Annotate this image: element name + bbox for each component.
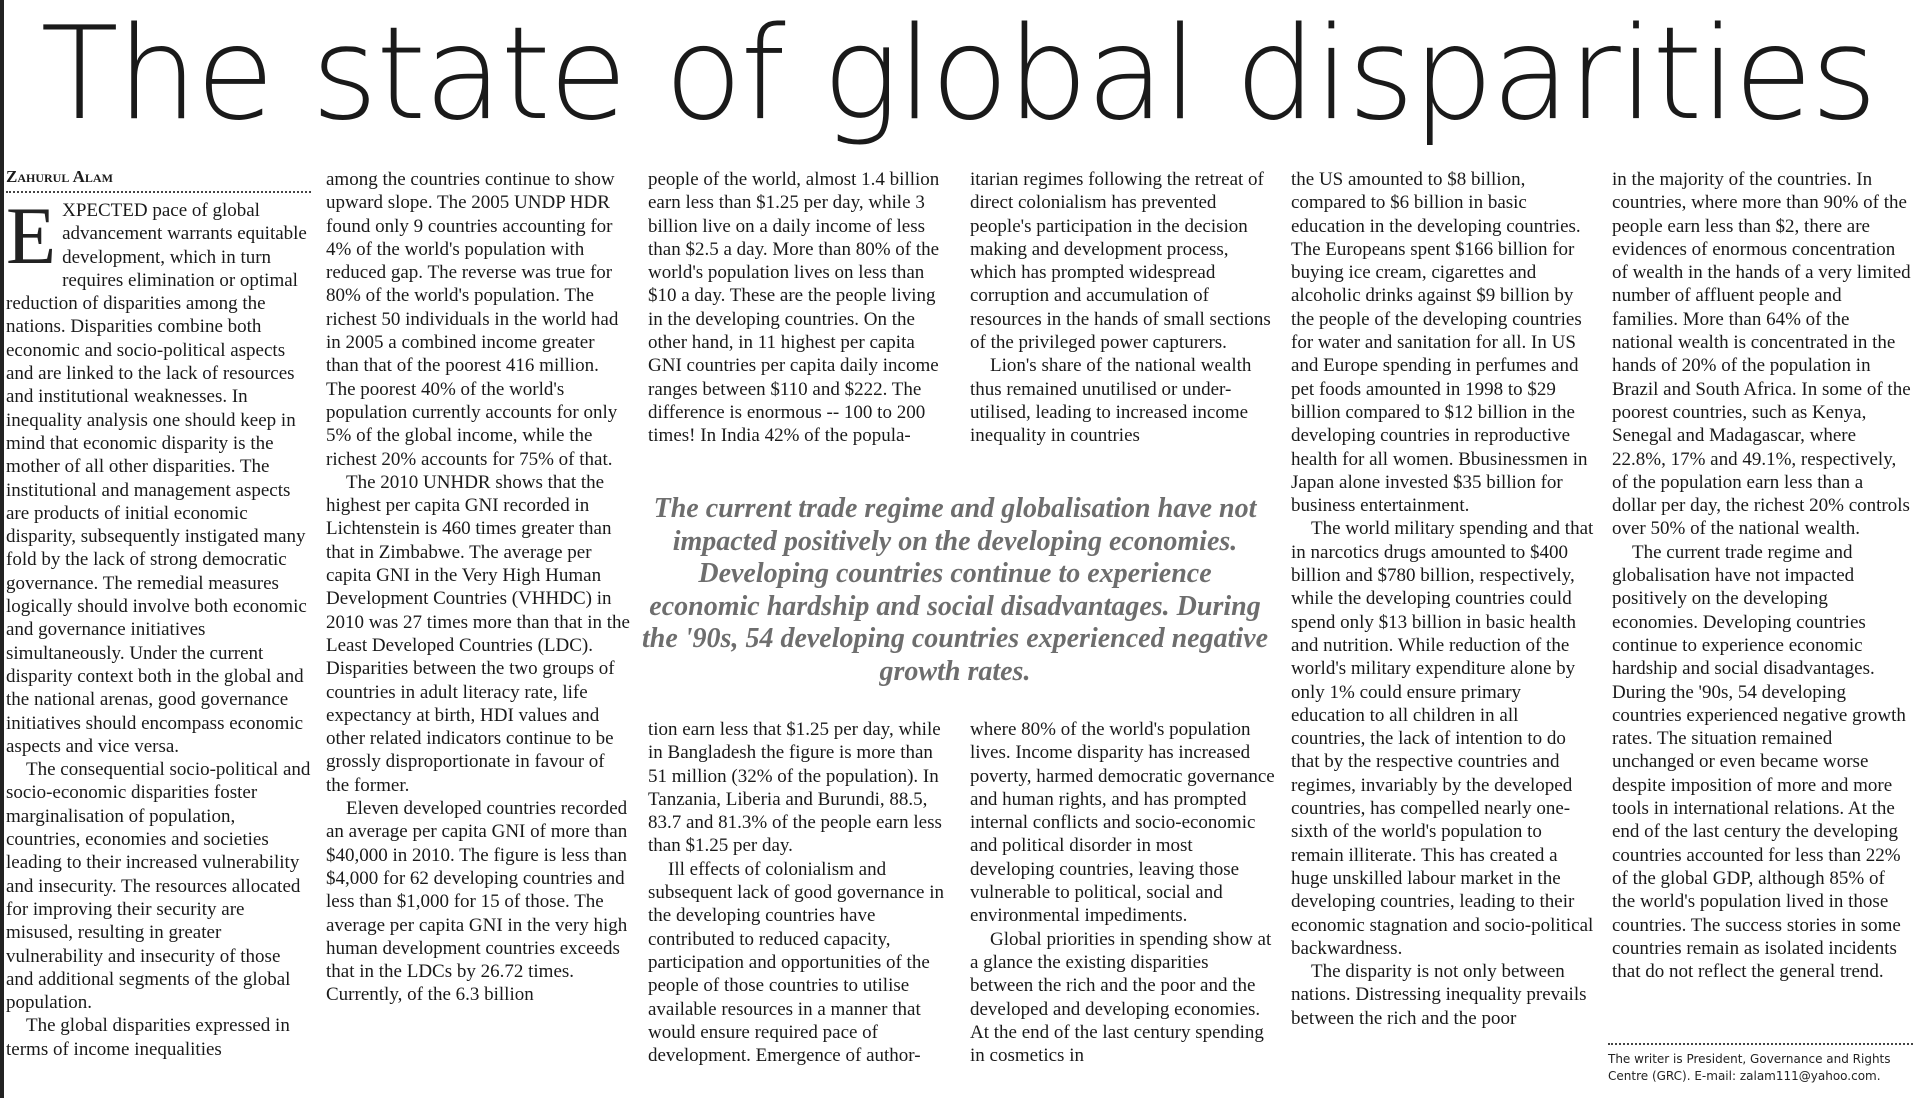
article-column-3-bottom bbox=[648, 718, 953, 1067]
paragraph: The world military spending and that in narcotics drugs amounted to $400 billion and $780 billion, respectively, while the developing countries could spend only $13 billion in basic health and nutrition. While reduction of the world's military expenditure alone by only 1% could ensure primary education to all children in all countries, the lack of intention to do that by the respective countries and regimes, invariably by the developed countries, has compelled nearly one-sixth of the world's population to remain illiterate. This has created a huge unskilled labour market in the developing countries, leading to their economic stagnation and socio-political backwardness. bbox=[1291, 518, 1594, 959]
paragraph bbox=[6, 190, 311, 758]
paragraph: where 80% of the world's population lives. Income disparity has increased poverty, harmed democratic governance and human rights, and has prompted internal conflicts and socio-economic and political disorder in most developing countries, leaving those vulnerable to political, social and environmental impediments. bbox=[970, 719, 1275, 927]
paragraph: tion earn less that $1.25 per day, while in Bangladesh the figure is more than 51 million (32% of the population). In Tanzania, Liberia and Burundi, 88.5, 83.7 and 81.3% of the people earn less than $1.25 per day. bbox=[648, 719, 942, 857]
drop-cap: E bbox=[6, 190, 57, 281]
paragraph: The 2010 UNHDR shows that the highest per capita GNI recorded in Lichtenstein is 460 times greater than that in Zimbabwe. The average per capita GNI in the Very High Human Development Countries (VHHDC) in 2010 was 27 times more than that in the Least Developed Countries (LDC). Disparities between the two groups of countries in adult literacy rate, life expectancy at birth, HDI values and other related indicators continue to be grossly disproportionate in favour of the former. bbox=[326, 471, 630, 796]
article-column-6 bbox=[1612, 168, 1912, 983]
paragraph: among the countries continue to show upward slope. The 2005 UNDP HDR found only 9 countries accounting for 4% of the world's population with reduced gap. The reverse was true for 80% of the world's population. The richest 50 individuals in the world had in 2005 a combined income greater than that of the poorest 416 million. The poorest 40% of the world's population currently accounts for only 5% of the global income, while the richest 20% accounts for 75% of that. bbox=[326, 169, 619, 470]
author-footnote: The writer is President, Governance and Rights Centre (GRC). E-mail: zalam111@yahoo.com. bbox=[1608, 1043, 1913, 1085]
paragraph: itarian regimes following the retreat of direct colonialism has prevented people's participation in the decision making and development process, which has prompted widespread corruption and accumulation of resources in the hands of small sections of the privileged power capturers. bbox=[970, 169, 1271, 354]
paragraph: Ill effects of colonialism and subsequent lack of good governance in the developing countries have contributed to reduced capacity, participation and opportunities of the people of those countries to utilise available resources in a manner that would ensure required pace of development. Emergence of author- bbox=[648, 858, 944, 1067]
pull-quote: The current trade regime and globalisation have not impacted positively on the developing economies. Developing countries continue to experience economic hardship and social disadvantages. During the '90s, 54 developing countries experienced negative growth rates. bbox=[641, 493, 1269, 687]
paragraph: The consequential socio-political and socio-economic disparities foster marginalisation of population, countries, economies and societies leading to their increased vulnerability and insecurity. The resources allocated for improving their security are misused, resulting in greater vulnerability and insecurity of those and additional segments of the global population. bbox=[6, 759, 311, 1014]
paragraph: the US amounted to $8 billion, compared to $6 billion in basic education in the developing countries. The Europeans spent $166 billion for buying ice cream, cigarettes and alcoholic drinks against $9 billion by the people of the developing countries for water and sanitation for all. In US and Europe spending in perfumes and pet foods amounted in 1998 to $29 billion compared to $12 billion in the developing countries in reproductive health for all women. Bbusinessmen in Japan alone invested $35 billion for business entertainment. bbox=[1291, 169, 1588, 517]
headline: The state of global disparities bbox=[40, 0, 1876, 149]
paragraph: people of the world, almost 1.4 billion earn less than $1.25 per day, while 3 billion live on a daily income of less than $2.5 a day. More than 80% of the world's population lives on less than $10 a day. These are the people living in the developing countries. On the other hand, in 11 highest per capita GNI countries per capita daily income ranges between $110 and $222. The difference is enormous -- 100 to 200 times! In India 42% of the popula- bbox=[648, 169, 940, 447]
article-column-1 bbox=[6, 166, 311, 1061]
paragraph: The global disparities expressed in terms of income inequalities bbox=[6, 1015, 290, 1060]
paragraph-text: XPECTED pace of global advancement warrants equitable development, which in turn requires elimination or optimal reduction of disparities among the nations. Disparities combine both economic and socio-political aspects and are linked to the lack of resources and institutional weaknesses. In inequality analysis one should keep in mind that economic disparity is the mother of all other disparities. The institutional and management aspects are products of initial economic disparity, subsequently instigated many fold by the lack of strong democratic governance. The remedial measures logically should involve both economic and governance initiatives simultaneously. Under the current disparity context both in the global and the national arenas, good governance initiatives should encompass economic aspects and vice versa. bbox=[6, 200, 307, 757]
article-column-4-bottom bbox=[970, 718, 1275, 1067]
article-column-5 bbox=[1291, 168, 1596, 1030]
article-column-3-top bbox=[648, 168, 953, 448]
left-border-rule bbox=[0, 0, 4, 1098]
paragraph: The current trade regime and globalisation have not impacted positively on the developing economies. Developing countries continue to experience economic hardship and social disadvantages. During the '90s, 54 developing countries experienced negative growth rates. The situation remained unchanged or even became worse despite imposition of more and more tools in international relations. At the end of the last century the developing countries accounted for less than 22% of the global GDP, although 85% of the world's population lived in those countries. The success stories in some countries remain as isolated incidents that do not reflect the general trend. bbox=[1612, 541, 1906, 983]
paragraph: in the majority of the countries. In countries, where more than 90% of the people earn less than $2, there are evidences of enormous concentration of wealth in the hands of a very limited number of affluent people and families. More than 64% of the national wealth is concentrated in the hands of 20% of the population in Brazil and South Africa. In some of the poorest countries, such as Kenya, Senegal and Madagascar, where 22.8%, 17% and 49.1%, respectively, of the population earn less than a dollar per day, the richest 20% controls over 50% of the national wealth. bbox=[1612, 169, 1911, 540]
paragraph: Global priorities in spending show at a glance the existing disparities between the rich and the poor and the developed and developing economies. At the end of the last century spending in cosmetics in bbox=[970, 928, 1272, 1067]
paragraph: Lion's share of the national wealth thus remained unutilised or under-utilised, leading to increased income inequality in countries bbox=[970, 355, 1252, 447]
byline: Zahurul Alam bbox=[6, 166, 311, 193]
paragraph: The disparity is not only between nations. Distressing inequality prevails between the rich and the poor bbox=[1291, 961, 1587, 1029]
paragraph: Eleven developed countries recorded an average per capita GNI of more than $40,000 in 2010. The figure is less than $4,000 for 62 developing countries and less than $1,000 for 15 of those. The average per capita GNI in the very high human development countries exceeds that in the LDCs by 26.72 times. Currently, of the 6.3 billion bbox=[326, 798, 628, 1006]
article-column-2 bbox=[326, 168, 631, 1007]
article-column-4-top bbox=[970, 168, 1275, 448]
